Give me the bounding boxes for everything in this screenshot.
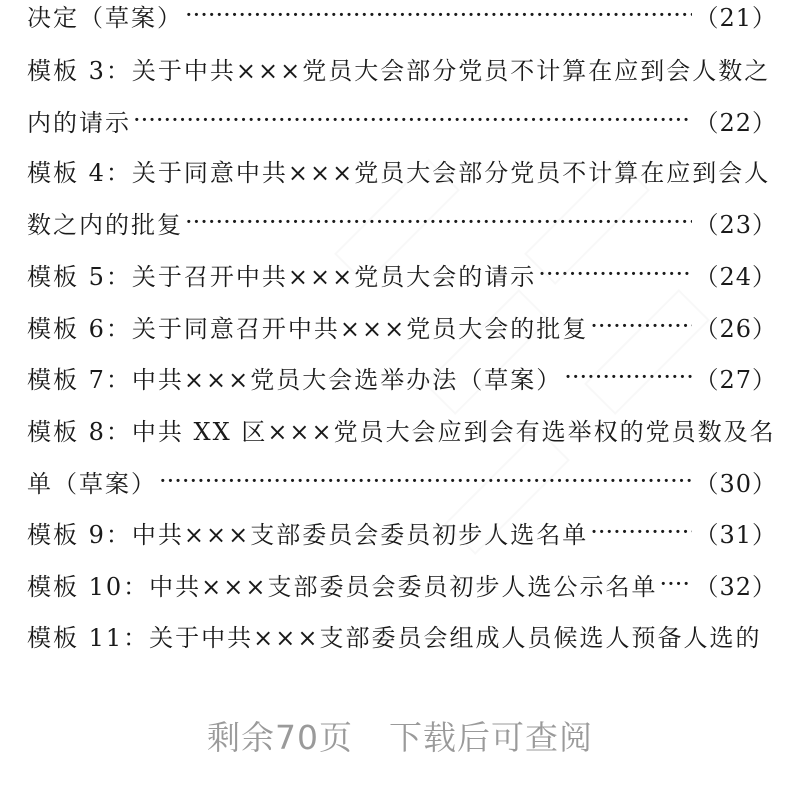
toc-leader-dots	[185, 1, 692, 29]
toc-entry	[27, 615, 777, 655]
toc-entry-title: 决定（草案）	[27, 3, 183, 32]
toc-leader-dots	[185, 208, 692, 236]
toc-entry-title: 模板 5：关于召开中共×××党员大会的请示	[27, 262, 537, 291]
toc-entry	[27, 461, 777, 501]
download-to-view-label: 下载后可查阅	[389, 718, 593, 757]
toc-entry-page: （27）	[694, 365, 777, 394]
toc-leader-dots	[133, 106, 692, 134]
toc-leader-dots	[159, 467, 692, 495]
toc-entry-title: 模板 10：中共×××支部委员会委员初步人选公示名单	[27, 572, 658, 601]
toc-entry	[27, 512, 777, 552]
toc-entry	[27, 306, 777, 346]
toc-entry-title: 单（草案）	[27, 469, 157, 498]
toc-entry	[27, 100, 777, 140]
toc-entry-title: 模板 3：关于中共×××党员大会部分党员不计算在应到会人数之	[27, 56, 771, 85]
toc-entry-title: 内的请示	[27, 108, 131, 137]
toc-entry-page: （24）	[694, 262, 777, 291]
download-prompt[interactable]	[0, 712, 800, 759]
toc-leader-dots	[590, 312, 692, 340]
toc-entry-title: 模板 4：关于同意中共×××党员大会部分党员不计算在应到会人	[27, 158, 771, 187]
toc-entry	[27, 357, 777, 397]
toc-entry-page: （32）	[694, 572, 777, 601]
toc-entry-page: （21）	[694, 3, 777, 32]
toc-entry-title: 模板 9：中共×××支部委员会委员初步人选名单	[27, 520, 589, 549]
toc-leader-dots	[564, 363, 692, 391]
remaining-pages-label: 剩余70页	[207, 718, 353, 757]
toc-entry-title: 模板 8：中共 XX 区×××党员大会应到会有选举权的党员数及名	[27, 417, 776, 446]
toc-entry	[27, 48, 777, 88]
toc-entry-page: （22）	[694, 108, 777, 137]
toc-leader-dots	[660, 570, 693, 598]
toc-entry-page: （31）	[694, 520, 777, 549]
toc-entry	[27, 150, 777, 190]
toc-entry-title: 模板 11：关于中共×××支部委员会组成人员候选人预备人选的	[27, 623, 762, 652]
toc-entry	[27, 0, 777, 35]
toc-entry-page: （30）	[694, 469, 777, 498]
toc-entry	[27, 564, 777, 604]
toc-leader-dots	[590, 518, 692, 546]
toc-leader-dots	[538, 260, 692, 288]
toc-entry	[27, 409, 777, 449]
toc-entry-page: （23）	[694, 210, 777, 239]
toc-entry	[27, 202, 777, 242]
toc-entry-title: 数之内的批复	[27, 210, 183, 239]
toc-entry	[27, 254, 777, 294]
toc-entry-page: （26）	[694, 314, 777, 343]
toc-entry-title: 模板 6：关于同意召开中共×××党员大会的批复	[27, 314, 589, 343]
toc-entry-title: 模板 7：中共×××党员大会选举办法（草案）	[27, 365, 563, 394]
